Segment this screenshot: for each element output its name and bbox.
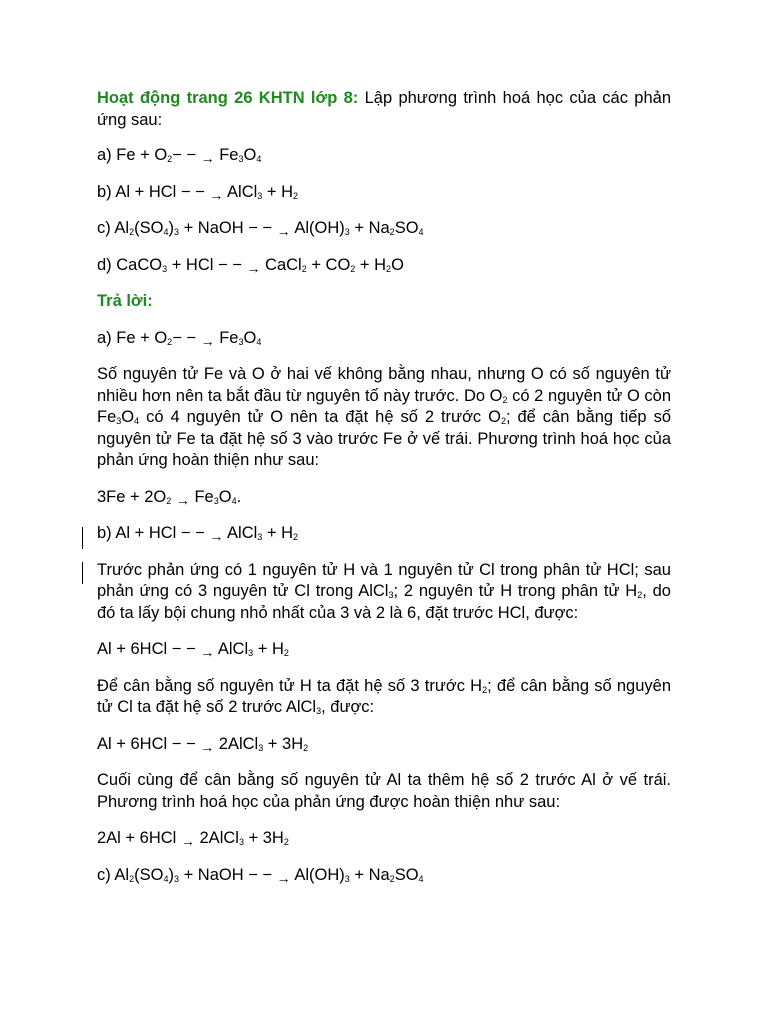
answer-a-equation: a) $Fe + O_2-$ − → $Fe_3O_4$ (97, 328, 262, 349)
arrow-icon: → (180, 833, 195, 849)
activity-task: Lập phương trình hoá học của các phản ứng sau: (97, 89, 671, 129)
question-c: c) $Al_2(SO_4)_3$ + NaOH − − → $Al(OH)_3 + Na_2SO_4$ (97, 219, 424, 239)
answer-a-final-equation: $3Fe + 2O_2 \to Fe_3O_4$. (97, 487, 242, 508)
answer-heading: Trả lời: (97, 292, 153, 310)
arrow-icon: → (200, 150, 215, 166)
document-page (97, 88, 671, 886)
activity-title: Hoạt động trang 26 KHTN lớp 8: (97, 89, 359, 107)
answer-b-explanation-1: Trước phản ứng có 1 nguyên tử H và 1 nguyên tử Cl trong phân tử HCl; sau phản ứng có 3 nguyên tử Cl trong AlCl$_3$; 2 nguyên tử H trong phân tử $H_2$, do đó ta lấy bội chung nhỏ nhất của 3 và 2 là 6, đặt trước HCl, được: (97, 560, 671, 622)
answer-b-equation-3: Al + 6HCl − − → 2AlCl$_3$ + $3H_2$ (97, 734, 309, 755)
answer-b-equation: b) Al + HCl − − → AlCl$_3$ + $H_2$ (97, 524, 299, 544)
question-d: d) CaCO$_3$ + HCl − − → CaCl$_2$ + $CO_2 + H_2O$ (97, 255, 404, 276)
arrow-icon: → (200, 332, 215, 349)
answer-b-final-equation: 2Al + 6HCl → 2AlCl$_3$ + $3H_2$ (97, 829, 289, 849)
arrow-icon: → (200, 738, 215, 755)
answer-c-equation: c) $Al_2(SO_4)_3$ + NaOH − − → $Al(OH)_3 + Na_2SO_4$ (97, 865, 424, 886)
activity-heading (97, 88, 671, 131)
answer-b-explanation-3: Cuối cùng để cân bằng số nguyên tử Al ta thêm hệ số 2 trước Al ở vế trái. Phương trình hoá học của phản ứng được hoàn thiện như sau: (97, 771, 671, 811)
arrow-icon: → (209, 528, 224, 544)
arrow-icon: → (246, 259, 261, 276)
answer-b-explanation-2: Để cân bằng số nguyên tử H ta đặt hệ số 3 trước $H_2$; để cân bằng số nguyên tử Cl ta đặt hệ số 2 trước AlCl$_3$, được: (97, 676, 671, 716)
arrow-icon: → (175, 491, 190, 508)
answer-b-equation-2: Al + 6HCl − − → AlCl$_3$ + $H_2$ (97, 640, 289, 660)
arrow-icon: → (209, 186, 224, 203)
text-cursor-mark (82, 562, 83, 584)
question-a: a) $Fe + O_2-$ − → $Fe_3O_4$ (97, 146, 262, 166)
arrow-icon: → (200, 644, 215, 660)
question-b: b) Al + HCl − − → AlCl$_3$ + $H_2$ (97, 182, 299, 203)
text-cursor-mark (82, 527, 83, 549)
arrow-icon: → (276, 869, 291, 886)
answer-a-explanation: Số nguyên tử Fe và O ở hai vế không bằng nhau, nhưng O có số nguyên tử nhiều hơn nên ta bắt đầu từ nguyên tố này trước. Do $O_2$ có 2 nguyên tử O còn $Fe_3O_4$ có 4 nguyên tử O nên ta đặt hệ số 2 trước $O_2$; để cân bằng tiếp số nguyên tử Fe ta đặt hệ số 3 vào trước Fe ở vế trái. Phương trình hoá học của phản ứng hoàn thiện như sau: (97, 365, 671, 469)
arrow-icon: → (276, 223, 291, 239)
